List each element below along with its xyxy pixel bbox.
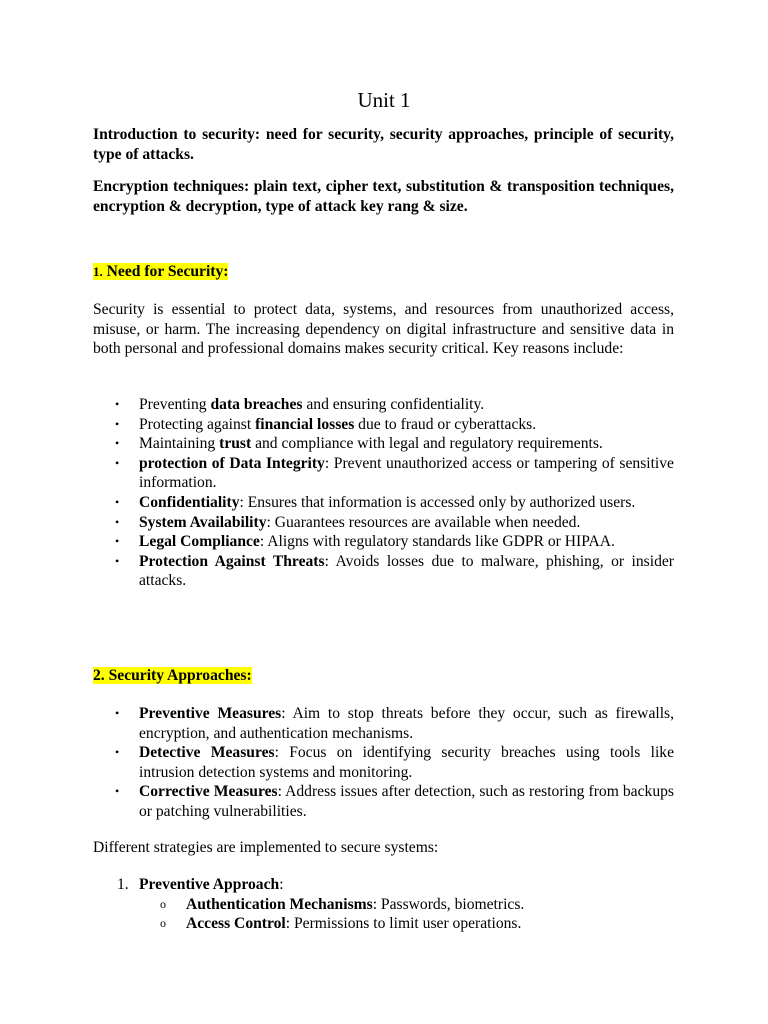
bullet-icon: •	[115, 745, 120, 760]
list-item: • Confidentiality: Ensures that information is accessed only by authorized users.	[115, 493, 636, 511]
list-number: 1.	[117, 876, 129, 893]
sub-list-item: o Authentication Mechanisms: Passwords, biometrics.	[160, 895, 525, 913]
bullet-icon: •	[115, 416, 120, 431]
list-item: 1. Preventive Approach:	[117, 876, 284, 893]
encryption-paragraph: Encryption techniques: plain text, cipher text, substitution & transposition techniques, encryption & decryption, type of attack key rang & size.	[93, 178, 674, 215]
section2-heading	[93, 666, 252, 686]
section1-bullet-list	[93, 395, 674, 591]
list-item: • Legal Compliance: Aligns with regulatory standards like GDPR or HIPAA.	[115, 533, 615, 551]
bullet-icon: •	[115, 553, 120, 568]
sub-bullet-icon: o	[160, 896, 166, 911]
section2-title: 2. Security Approaches:	[93, 667, 252, 684]
page-title: Unit 1	[357, 88, 411, 112]
list-item: • Preventing data breaches and ensuring confidentiality.	[115, 396, 485, 413]
section1-heading	[93, 262, 228, 282]
bullet-icon: •	[115, 436, 120, 451]
bullet-icon: •	[115, 494, 120, 509]
list-item: • Protecting against financial losses due to fraud or cyberattacks.	[115, 415, 537, 433]
section1-paragraph: Security is essential to protect data, systems, and resources from unauthorized access, misuse, or harm. The increasing dependency on digital infrastructure and sensitive data in both personal and professional domains makes security critical. Key reasons include:	[93, 301, 674, 358]
list-item: • System Availability: Guarantees resources are available when needed.	[115, 513, 581, 531]
list-item: • Corrective Measures: Address issues after detection, such as restoring from backups or patching vulnerabilities.	[115, 783, 674, 820]
section1-title: Need for Security:	[106, 263, 229, 280]
bullet-icon: •	[115, 784, 120, 799]
bullet-icon: •	[115, 397, 120, 411]
strategies-list	[93, 875, 674, 934]
bullet-icon: •	[115, 534, 120, 549]
list-item: • Protection Against Threats: Avoids losses due to malware, phishing, or insider attacks.	[115, 552, 674, 590]
bullet-icon: •	[115, 706, 120, 720]
list-item: • protection of Data Integrity: Prevent unauthorized access or tampering of sensitive information.	[115, 454, 674, 492]
list-item: • Preventive Measures: Aim to stop threats before they occur, such as firewalls, encryption, and authentication mechanisms.	[115, 705, 675, 742]
intro-paragraph: Introduction to security: need for security, security approaches, principle of security, type of attacks.	[93, 126, 674, 163]
bullet-icon: •	[115, 455, 120, 470]
list-item: • Detective Measures: Focus on identifying security breaches using tools like intrusion detection systems and monitoring.	[115, 744, 675, 781]
bullet-icon: •	[115, 514, 120, 529]
section1-number: 1.	[93, 264, 103, 279]
sub-bullet-icon: o	[160, 916, 166, 931]
strategies-intro: Different strategies are implemented to secure systems:	[93, 839, 439, 856]
section2-bullet-list	[93, 704, 674, 822]
list-item: • Maintaining trust and compliance with legal and regulatory requirements.	[115, 435, 603, 453]
sub-list-item: o Access Control: Permissions to limit user operations.	[160, 915, 522, 933]
